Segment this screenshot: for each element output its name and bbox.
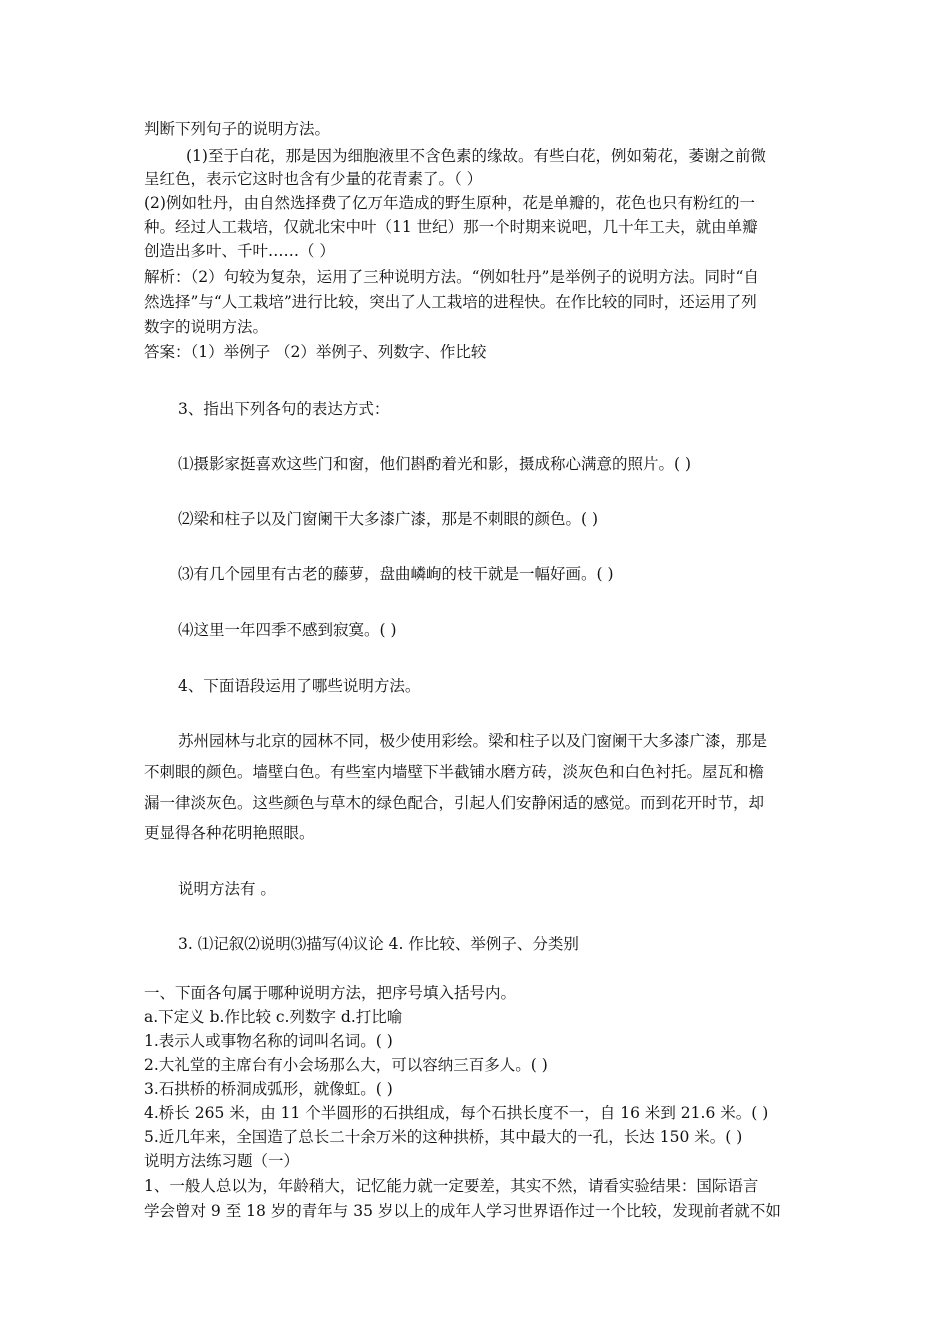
section-one-question-5: 5.近几年来，全国造了总长二十余万米的这种拱桥，其中最大的一孔，长达 150 米。( ) bbox=[144, 1128, 743, 1146]
section-3-question-1: ⑴摄影家挺喜欢这些门和窗，他们斟酌着光和影，摄成称心满意的照片。( ) bbox=[178, 455, 692, 473]
exercise-line-1: 1、一般人总以为，年龄稍大，记忆能力就一定要差，其实不然，请看实验结果：国际语言 bbox=[144, 1177, 759, 1195]
analysis-line-2: 然选择”与“人工栽培”进行比较，突出了人工栽培的进程快。在作比较的同时，还运用了列 bbox=[144, 293, 757, 311]
sentence-2-line-3: 创造出多叶、千叶……（ ） bbox=[144, 242, 335, 260]
passage-line-1: 苏州园林与北京的园林不同，极少使用彩绘。梁和柱子以及门窗阑干大多漆广漆，那是 bbox=[178, 732, 768, 750]
section-4-title: 4、下面语段运用了哪些说明方法。 bbox=[178, 677, 421, 695]
analysis-line-1: 解析：（2）句较为复杂，运用了三种说明方法。“例如牡丹”是举例子的说明方法。同时“自 bbox=[144, 268, 759, 286]
passage-line-4: 更显得各种花明艳照眼。 bbox=[144, 824, 315, 842]
methods-prompt: 说明方法有 。 bbox=[178, 880, 276, 898]
section-one-title: 一、下面各句属于哪种说明方法，把序号填入括号内。 bbox=[144, 984, 517, 1002]
sentence-1-line-1: (1)至于白花，那是因为细胞液里不含色素的缘故。有些白花，例如菊花，萎谢之前微 bbox=[186, 147, 766, 165]
section-one-question-1: 1.表示人或事物名称的词叫名词。( ) bbox=[144, 1032, 393, 1050]
section-3-question-2: ⑵梁和柱子以及门窗阑干大多漆广漆，那是不刺眼的颜色。( ) bbox=[178, 510, 599, 528]
options-line: a.下定义 b.作比较 c.列数字 d.打比喻 bbox=[144, 1008, 403, 1026]
answer-line: 答案：（1）举例子 （2）举例子、列数字、作比较 bbox=[144, 343, 487, 361]
exercise-title: 说明方法练习题（一） bbox=[144, 1152, 300, 1170]
section-title: 判断下列句子的说明方法。 bbox=[144, 120, 331, 138]
sentence-1-line-2: 呈红色，表示它这时也含有少量的花青素了。（ ） bbox=[144, 170, 483, 188]
section-one-question-2: 2.大礼堂的主席台有小会场那么大，可以容纳三百多人。( ) bbox=[144, 1056, 548, 1074]
passage-line-2: 不刺眼的颜色。墙壁白色。有些室内墙壁下半截铺水磨方砖，淡灰色和白色衬托。屋瓦和檐 bbox=[144, 763, 765, 781]
section-one-question-4: 4.桥长 265 米，由 11 个半圆形的石拱组成，每个石拱长度不一，自 16 米到 21.6 米。( ) bbox=[144, 1104, 769, 1122]
passage-line-3: 漏一律淡灰色。这些颜色与草木的绿色配合，引起人们安静闲适的感觉。而到花开时节，却 bbox=[144, 794, 765, 812]
sentence-2-line-1: (2)例如牡丹，由自然选择费了亿万年造成的野生原种，花是单瓣的，花色也只有粉红的一 bbox=[144, 194, 755, 212]
exercise-line-2: 学会曾对 9 至 18 岁的青年与 35 岁以上的成年人学习世界语作过一个比较，发现前者就不如 bbox=[144, 1202, 781, 1220]
section-3-question-3: ⑶有几个园里有古老的藤萝，盘曲嶙峋的枝干就是一幅好画。( ) bbox=[178, 565, 614, 583]
analysis-line-3: 数字的说明方法。 bbox=[144, 318, 269, 336]
section-3-question-4: ⑷这里一年四季不感到寂寞。( ) bbox=[178, 621, 397, 639]
answers-line: 3. ⑴记叙⑵说明⑶描写⑷议论 4. 作比较、举例子、分类别 bbox=[178, 935, 579, 953]
sentence-2-line-2: 种。经过人工栽培，仅就北宋中叶（11 世纪）那一个时期来说吧，几十年工夫，就由单瓣 bbox=[144, 218, 758, 236]
section-3-title: 3、指出下列各句的表达方式： bbox=[178, 400, 390, 418]
section-one-question-3: 3.石拱桥的桥洞成弧形，就像虹。( ) bbox=[144, 1080, 393, 1098]
